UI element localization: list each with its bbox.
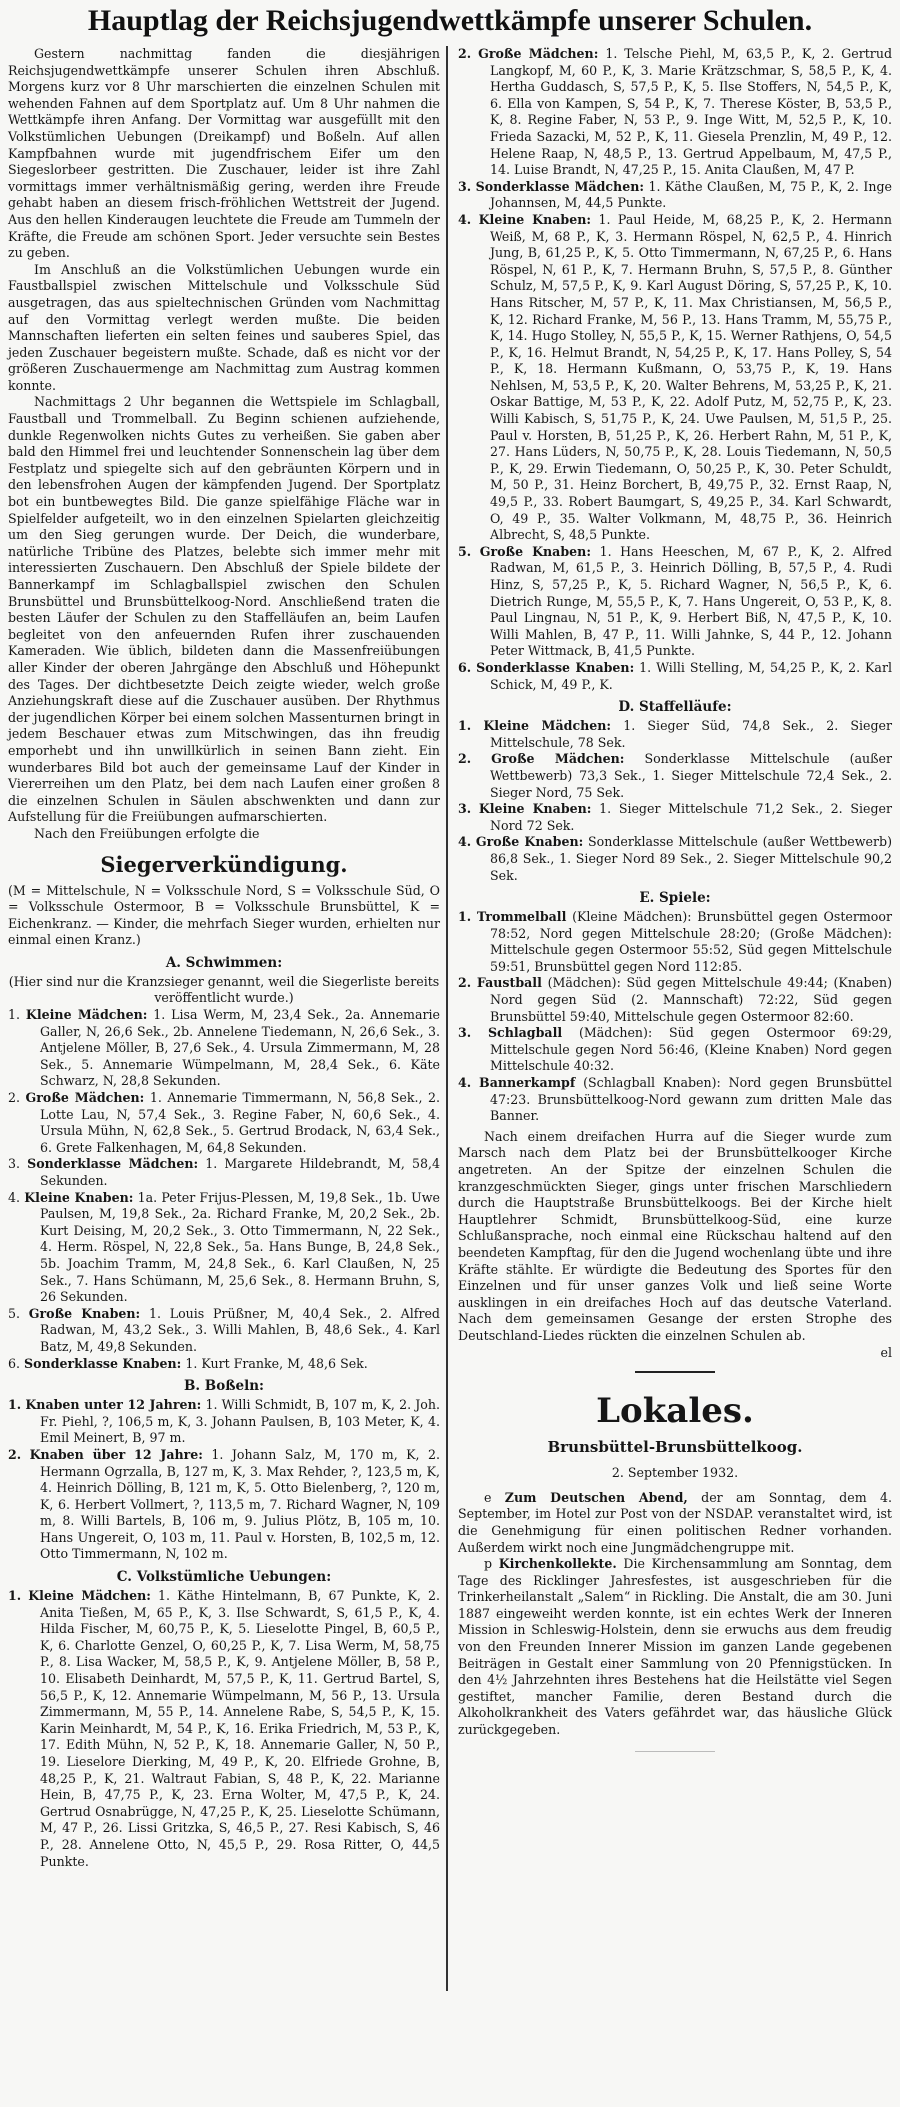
result-item — [458, 46, 892, 179]
section-heading-athletics: C. Volkstümliche Uebungen: — [116, 1569, 332, 1586]
item-category: Kleine Mädchen: — [483, 718, 612, 734]
results-heading: Siegerverkündigung. — [100, 851, 348, 877]
author-initials: el — [880, 1344, 892, 1360]
result-item — [8, 1190, 440, 1306]
result-item — [8, 1007, 440, 1090]
end-divider — [635, 1751, 715, 1752]
intro-paragraph: Nach den Freiübungen erfolgte die — [34, 825, 260, 841]
news-item-text: Die Kirchensammlung am Sonntag, dem Tage des Ricklinger Jahresfestes, ist ausgeschrieben für die Trinkerheilanstalt „Salem“ in Rickling. Die Anstalt, die am 30. Juni 1887 eingeweiht werden konnte, ist ein echtes Werk der Inneren Mission in Schleswig-Holstein, denn sie erwuchs aus dem freudig von den Freunden Innerer Mission im ganzen Lande gegebenen Beiträgen in Gestalt einer Sammlung von 20 Pfennigstücken. In den 4½ Jahrzehnten ihres Bestehens hat die Heilstätte viel Segen gestiftet, mancher Familie, deren Bestand durch die Alkoholkrankheit des Vaters gefährdet war, das häusliche Glück zurückgegeben. — [458, 1556, 892, 1738]
item-number: 6. — [458, 659, 472, 675]
item-category: Bannerkampf — [479, 1075, 576, 1091]
item-number: 1. — [458, 718, 472, 734]
item-number: 3. — [458, 801, 472, 817]
item-number: 2. — [8, 1446, 22, 1462]
closing-block — [458, 1129, 892, 1361]
item-category: Sonderklasse Mädchen: — [27, 1156, 199, 1172]
section-heading-games: E. Spiele: — [639, 890, 711, 907]
item-number: 5. — [8, 1305, 21, 1321]
item-results: 1. Sieger Süd, 74,8 Sek., 2. Sieger Mittelschule, 78 Sek. — [490, 718, 892, 750]
local-news-place: Brunsbüttel-Brunsbüttelkoog. — [547, 1438, 803, 1457]
intro-paragraph: Im Anschluß an die Volkstümlichen Uebungen wurde ein Faustballspiel zwischen Mittelschule und Volksschule Süd ausgetragen, das aus spieltechnischen Gründen vom Nachmittag auf den Vormittag verlegt werden mußte. Die beiden Mannschaften lieferten ein selten feines und sauberes Spiel, das jeden Zuschauer begeistern mußte. Schade, daß es nicht vor der größeren Zuschauermenge am Nachmittag zum Austrag kommen konnte. — [8, 261, 440, 393]
item-category: Große Knaben: — [28, 1305, 141, 1321]
correspondent-mark: e — [484, 1489, 492, 1505]
right-column — [458, 46, 892, 1752]
section-divider — [635, 1371, 715, 1373]
item-number: 3. — [458, 1025, 472, 1041]
item-category: Große Mädchen: — [25, 1090, 145, 1106]
item-number: 4. — [458, 211, 472, 227]
intro-paragraph: Nachmittags 2 Uhr begannen die Wettspiele im Schlagball, Faustball und Trommelball. Zu Beginn schienen aufziehende, dunkle Regenwolken nichts Gutes zu verheißen. Sie gaben aber bald den Himmel frei und leuchtender Sonnenschein lag über dem Festplatz und spiegelte sich auf den gebräunten Körpern und in den lebensfrohen Augen der kämpfenden Jugend. Der Sportplatz bot ein buntbewegtes Bild. Die ganze spielfähige Fläche war in Spielfelder aufgeteilt, wo in den einzelnen Spielarten gleichzeitig um den Sieg gerungen wurde. Der Deich, die wunderbare, natürliche Tribüne des Platzes, belebte sich immer mehr mit interessierten Zuschauern. Den Abschluß der Spiele bildete der Bannerkampf im Schlagballspiel zwischen den Schulen Brunsbüttel und Brunsbüttelkoog-Nord. Anschließend traten die besten Läufer der Schulen zu den Staffelläufen an, beim Laufen begleitet von den anfeuernden Rufen ihrer zuschauenden Kameraden. Wie üblich, bildeten dann die Massenfreiübungen aller Kinder der oberen Jahrgänge den Abschluß und Höhepunkt des Tages. Der dichtbesetzte Deich zeigte wieder, welch große Anziehungskraft diese auf die Zuschauer ausüben. Der Rhythmus der jugendlichen Körper bei einem solchen Massenturnen bringt in jedem Beschauer etwas zum Mitschwingen, das ihn freudig emporhebt und ihn unwillkürlich in seinen Bann zieht. Ein wunderbares Bild bot auch der gemeinsame Lauf der Kinder in Viererreihen um den Platz, bei dem nach Laufen einer großen 8 die einzelnen Schulen in Säulen abschwenkten und dann zur Aufstellung für die Freiübungen aufmarschierten. — [8, 394, 440, 825]
item-results: (Kleine Mädchen): Brunsbüttel gegen Ostermoor 78:52, Nord gegen Mittelschule 28:20; (Große Mädchen): Mittelschule gegen Ostermoor 55:52, Süd gegen Mittelschule 59:51, Brunsbüttel gegen Nord 112:85. — [490, 909, 892, 974]
local-news-date: 2. September 1932. — [611, 1465, 739, 1481]
item-results: (Mädchen): Süd gegen Mittelschule 49:44; (Knaben) Nord gegen Süd (2. Mannschaft) 72:22, Süd gegen Brunsbüttel 59:40, Mittelschule gegen Ostermoor 82:60. — [490, 975, 892, 1024]
section-note: (Hier sind nur die Kranzsieger genannt, weil die Siegerliste bereits veröffentlicht wurde.) — [8, 973, 440, 1006]
item-category: Sonderklasse Knaben: — [24, 1355, 182, 1371]
result-item — [458, 801, 892, 834]
result-item — [8, 1397, 440, 1447]
result-item — [458, 1075, 892, 1125]
item-results: 1. Louis Prüßner, M, 40,4 Sek., 2. Alfred Radwan, M, 43,2 Sek., 3. Willi Mahlen, B, 48,6 Sek., 4. Karl Batz, M, 49,8 Sekunden. — [40, 1305, 440, 1354]
result-item — [458, 975, 892, 1025]
item-results: 1. Käthe Claußen, M, 75 P., K, 2. Inge Johannsen, M, 44,5 Punkte. — [490, 178, 892, 211]
result-item — [8, 1588, 440, 1870]
item-number: 1. — [458, 909, 472, 925]
item-results: Sonderklasse Mittelschule (außer Wettbewerb) 73,3 Sek., 1. Sieger Mittelschule 72,4 Sek., 2. Sieger Nord, 75 Sek. — [490, 751, 892, 800]
item-number: 1. — [8, 1007, 21, 1023]
item-number: 2. — [8, 1090, 21, 1106]
correspondent-mark: p — [484, 1556, 493, 1572]
item-number: 1. — [8, 1397, 22, 1413]
item-category: Kleine Mädchen: — [28, 1588, 151, 1604]
item-number: 1. — [8, 1588, 22, 1604]
item-results: 1. Paul Heide, M, 68,25 P., K, 2. Hermann Weiß, M, 68 P., K, 3. Hermann Röspel, N, 62,5 P., 4. Hinrich Jung, B, 61,25 P., K, 5. Otto Timmermann, N, 67,25 P., 6. Hans Röspel, N, 61 P., K, 7. Hermann Bruhn, S, 57,5 P., 8. Günther Schulz, M, 57,5 P., K, 9. Karl August Döring, S, 57,25 P., K, 10. Hans Ritscher, M, 57 P., K, 11. Max Christiansen, M, 56,5 P., K, 12. Richard Franke, M, 56 P., 13. Hans Tramm, M, 55,75 P., K, 14. Hugo Stolley, N, 55,5 P., K, 15. Werner Rathjens, O, 54,5 P., K, 16. Helmut Brandt, N, 54,25 P., K, 17. Hans Polley, S, 54 P., K, 18. Hermann Kußmann, O, 53,75 P., K, 19. Hans Nehlsen, M, 53,5 P., K, 20. Walter Behrens, M, 53,25 P., K, 21. Oskar Battige, M, 53 P., K, 22. Adolf Putz, M, 52,75 P., K, 23. Willi Kabisch, S, 51,75 P., K, 24. Uwe Paulsen, M, 51,5 P., 25. Paul v. Horsten, B, 51,25 P., K, 26. Herbert Rahn, M, 51 P., K, 27. Hans Lüders, N, 50,75 P., K, 28. Louis Tiedemann, N, 50,5 P., K, 29. Erwin Tiedemann, O, 50,25 P., K, 30. Peter Schuldt, M, 50 P., 31. Heinz Borchert, B, 49,75 P., 32. Ernst Raap, N, 49,5 P., 33. Robert Baumgart, S, 49,25 P., 34. Karl Schwardt, O, 49 P., 35. Walter Volkmann, M, 48,75 P., 36. Heinrich Albrecht, S, 48,5 Punkte. — [490, 211, 892, 543]
item-category: Sonderklasse Knaben: — [476, 659, 635, 675]
item-results: 1. Willi Schmidt, B, 107 m, K, 2. Joh. Fr. Piehl, ?, 106,5 m, K, 3. Johann Paulsen, B, 103 Meter, K, 4. Emil Meinert, B, 97 m. — [40, 1397, 440, 1446]
item-number: 6. — [8, 1355, 21, 1371]
result-item — [458, 718, 892, 751]
item-results: 1. Sieger Mittelschule 71,2 Sek., 2. Sieger Nord 72 Sek. — [490, 801, 892, 833]
item-results: 1. Telsche Piehl, M, 63,5 P., K, 2. Gertrud Langkopf, M, 60 P., K, 3. Marie Krätzschmar, S, 58,5 P., K, 4. Hertha Guddasch, S, 57,5 P., K, 5. Ilse Stoffers, N, 54,5 P., K, 6. Ella von Kampen, S, 54 P., K, 7. Therese Köster, B, 53,5 P., K, 8. Regine Faber, N, 53 P., 9. Inge Witt, M, 52,5 P., K, 10. Frieda Sazacki, M, 52 P., K, 11. Giesela Prenzlin, M, 49 P., 12. Helene Raap, N, 48,5 P., 13. Gertrud Appelbaum, M, 47,5 P., 14. Luise Brandt, N, 47,25 P., 15. Anita Claußen, M, 47 P. — [490, 46, 893, 178]
item-results: 1a. Peter Frijus-Plessen, M, 19,8 Sek., 1b. Uwe Paulsen, M, 19,8 Sek., 2a. Richard Franke, M, 20,2 Sek., 2b. Kurt Deising, M, 20,2 Sek., 3. Otto Timmermann, N, 22 Sek., 4. Herm. Röspel, N, 22,8 Sek., 5a. Hans Bunge, B, 24,8 Sek., 5b. Joachim Tramm, M, 24,8 Sek., 6. Karl Claußen, N, 25 Sek., 7. Hans Schümann, M, 25,6 Sek., 8. Hermann Bruhn, S, 26 Sekunden. — [40, 1189, 440, 1305]
item-category: Trommelball — [476, 909, 567, 925]
item-category: Große Mädchen: — [478, 46, 599, 61]
item-results: Sonderklasse Mittelschule (außer Wettbewerb) 86,8 Sek., 1. Sieger Nord 89 Sek., 2. Sieger Mittelschule 90,2 Sek. — [490, 834, 892, 883]
result-item — [458, 179, 892, 212]
item-results: 1. Annemarie Timmermann, N, 56,8 Sek., 2. Lotte Lau, N, 57,4 Sek., 3. Regine Faber, N, 60,6 Sek., 4. Ursula Mühn, N, 62,8 Sek., 5. Gertrud Brodack, N, 63,4 Sek., 6. Grete Falkenhagen, M, 64,8 Sekunden. — [40, 1090, 440, 1155]
news-item — [458, 1556, 892, 1739]
item-results: 1. Johann Salz, M, 170 m, K, 2. Hermann Ogrzalla, B, 127 m, K, 3. Max Rehder, ?, 123,5 m, K, 4. Heinrich Dölling, B, 121 m, K, 5. Otto Bielenberg, ?, 120 m, K, 6. Herbert Vollmert, ?, 113,5 m, 7. Richard Wagner, N, 109 m, 8. Willi Bartels, B, 106 m, 9. Julius Plötz, B, 105 m, 10. Hans Ungereit, O, 103 m, 11. Paul v. Horsten, B, 102,5 m, 12. Otto Timmermann, N, 102 m. — [40, 1446, 440, 1562]
closing-paragraph: Nach einem dreifachen Hurra auf die Sieger wurde zum Marsch nach dem Platz bei der Brunsbüttelkooger Kirche angetreten. An der Spitze der einzelnen Schulen die kranzgeschmückten Sieger, gings unter frischen Marschliedern durch die Hauptstraße Brunsbüttelkoogs. Bei der Kirche hielt Hauptlehrer Schmidt, Brunsbüttelkoog-Süd, eine kurze Schlußansprache, noch einmal eine Rückschau haltend auf den beendeten Kampftag, für den die Jugend wochenlang übte und ihre Kräfte stählte. Er würdigte die Bedeutung des Sportes für den Einzelnen und für unser ganzes Volk und ließ seine Worte ausklingen in ein dreifaches Hoch auf das deutsche Vaterland. Nach dem gemeinsamen Gesange der ersten Strophe des Deutschland-Liedes rückten die einzelnen Schulen ab. — [458, 1128, 892, 1343]
section-heading-relays: D. Staffelläufe: — [618, 699, 732, 716]
item-number: 2. — [458, 751, 472, 767]
item-category: Kleine Knaben: — [478, 801, 592, 817]
left-column — [8, 46, 440, 1870]
item-results: 1. Margarete Hildebrandt, M, 58,4 Sekunden. — [40, 1156, 440, 1188]
news-item-title: Zum Deutschen Abend, — [504, 1489, 688, 1505]
column-divider — [446, 46, 448, 1991]
news-item — [458, 1490, 892, 1556]
item-number: 2. — [458, 46, 472, 61]
item-category: Faustball — [476, 975, 542, 991]
news-item-title: Kirchenkollekte. — [498, 1556, 617, 1572]
item-category: Große Knaben: — [475, 834, 584, 850]
item-number: 4. — [8, 1189, 21, 1205]
article-headline: Hauptlag der Reichsjugendwettkämpfe unserer Schulen. — [87, 4, 813, 37]
item-number: 3. — [8, 1156, 21, 1172]
item-category: Knaben über 12 Jahre: — [29, 1446, 203, 1462]
result-item — [8, 1090, 440, 1156]
item-number: 5. — [458, 543, 472, 559]
item-category: Große Mädchen: — [491, 751, 625, 767]
result-item — [458, 660, 892, 693]
intro-paragraph: Gestern nachmittag fanden die diesjährigen Reichsjugendwettkämpfe unserer Schulen ihren Abschluß. Morgens kurz vor 8 Uhr marschierten die einzelnen Schulen mit wehenden Fahnen auf dem Sportplatz auf. Um 8 Uhr nahmen die Wettkämpfe ihren Anfang. Der Vormittag war ausgefüllt mit den Volkstümlichen Uebungen (Dreikampf) und Boßeln. Auf allen Kampfbahnen wurde mit jugendfrischem Eifer um den Siegeslorbeer gestritten. Die Zuschauer, leider ist ihre Zahl vormittags immer verhältnismäßig gering, werden ihre Freude gehabt haben an diesem frisch-fröhlichen Wettstreit der Jugend. Aus den hellen Kinderaugen leuchtete die Freude am Tummeln der Kräfte, die Freude am schönen Sport. Jeder versuchte sein Bestes zu geben. — [8, 46, 440, 261]
item-category: Kleine Knaben: — [478, 211, 592, 227]
item-category: Große Knaben: — [479, 543, 591, 559]
result-item — [458, 212, 892, 544]
result-item — [458, 909, 892, 975]
item-number: 4. — [458, 834, 472, 850]
item-number: 2. — [458, 975, 472, 991]
section-heading-bosseln: B. Boßeln: — [184, 1378, 264, 1395]
result-item — [458, 544, 892, 660]
result-item — [8, 1447, 440, 1563]
item-results: (Mädchen): Süd gegen Ostermoor 69:29, Mittelschule gegen Nord 56:46, (Kleine Knaben) Nord gegen Mittelschule 40:32. — [490, 1025, 892, 1074]
item-results: 1. Hans Heeschen, M, 67 P., K, 2. Alfred Radwan, M, 61,5 P., 3. Heinrich Dölling, B, 57,5 P., 4. Rudi Hinz, S, 57,25 P., K, 5. Richard Wagner, N, 56,5 P., K, 6. Dietrich Runge, M, 55,5 P., K, 7. Hans Ungereit, O, 53 P., K, 8. Paul Lingnau, N, 51 P., K, 9. Herbert Biß, N, 47,5 P., K, 10. Willi Mahlen, B, 47 P., 11. Willi Jahnke, S, 44 P., 12. Johann Peter Wittmack, B, 41,5 Punkte. — [490, 543, 892, 659]
item-results: 1. Kurt Franke, M, 48,6 Sek. — [185, 1355, 368, 1371]
result-item — [458, 834, 892, 884]
item-category: Kleine Mädchen: — [25, 1007, 148, 1023]
item-category: Sonderklasse Mädchen: — [475, 178, 645, 194]
item-results: 1. Willi Stelling, M, 54,25 P., K, 2. Karl Schick, M, 49 P., K. — [490, 659, 892, 692]
item-category: Kleine Knaben: — [24, 1189, 134, 1205]
result-item — [8, 1306, 440, 1356]
item-number: 3. — [458, 178, 472, 194]
item-number: 4. — [458, 1075, 472, 1091]
result-item — [458, 1025, 892, 1075]
item-category: Knaben unter 12 Jahren: — [25, 1397, 202, 1413]
local-news-heading: Lokales. — [596, 1391, 754, 1432]
result-item — [8, 1356, 440, 1373]
result-item — [458, 751, 892, 801]
news-item-text: der am Sonntag, dem 4. September, im Hotel zur Post von der NSDAP. veranstaltet wird, ist die Genehmigung für einen politischen Redner vorhanden. Außerdem wirkt noch eine Jungmädchengruppe mit. — [458, 1489, 892, 1555]
item-results: 1. Käthe Hintelmann, B, 67 Punkte, K, 2. Anita Tießen, M, 65 P., K, 3. Ilse Schwardt, S, 61,5 P., K, 4. Hilda Fischer, M, 60,75 P., K, 5. Lieselotte Pingel, B, 60,5 P., K, 6. Charlotte Genzel, O, 60,25 P., K, 7. Lisa Werm, M, 58,75 P., 8. Lisa Wacker, M, 58,5 P., K, 9. Antjelene Möller, B, 58 P., 10. Elisabeth Deinhardt, M, 57,5 P., K, 11. Gertrud Bartel, S, 56,5 P., K, 12. Annemarie Wümpelmann, M, 56 P., 13. Ursula Zimmermann, M, 55 P., 14. Annelene Rabe, S, 54,5 P., K, 15. Karin Meinhardt, M, 54 P., K, 16. Erika Friedrich, M, 53 P., K, 17. Edith Mühn, N, 52 P., K, 18. Annemarie Galler, N, 50 P., 19. Lieselore Dierking, M, 49 P., K, 20. Elfriede Grohne, B, 48,25 P., K, 21. Waltraut Fabian, S, 48 P., K, 22. Marianne Hein, B, 47,75 P., K, 23. Erna Wolter, M, 47,5 P., K, 24. Gertrud Osnabrügge, N, 47,25 P., K, 25. Lieselotte Schümann, M, 47 P., 26. Lissi Gritzka, S, 46,5 P., 27. Resi Kabisch, S, 46 P., 28. Annelene Otto, N, 45,5 P., 29. Rosa Ritter, O, 44,5 Punkte. — [40, 1588, 440, 1869]
item-results: 1. Lisa Werm, M, 23,4 Sek., 2a. Annemarie Galler, N, 26,6 Sek., 2b. Annelene Tiedemann, N, 26,6 Sek., 3. Antjelene Möller, B, 27,6 Sek., 4. Ursula Zimmermann, M, 28 Sek., 5. Annemarie Wümpelmann, M, 28,4 Sek., 6. Käte Schwarz, N, 28,8 Sekunden. — [40, 1007, 440, 1089]
abbreviation-legend: (M = Mittelschule, N = Volksschule Nord, S = Volksschule Süd, O = Volksschule Ostermoor, B = Volksschule Brunsbüttel, K = Eichenkranz. — Kinder, die mehrfach Sieger wurden, erhielten nur einmal einen Kranz.) — [8, 882, 440, 948]
section-heading-swimming: A. Schwimmen: — [165, 954, 283, 971]
result-item — [8, 1156, 440, 1189]
item-results: (Schlagball Knaben): Nord gegen Brunsbüttel 47:23. Brunsbüttelkoog-Nord gewann zum dritten Male das Banner. — [490, 1075, 892, 1124]
item-category: Schlagball — [487, 1025, 563, 1041]
